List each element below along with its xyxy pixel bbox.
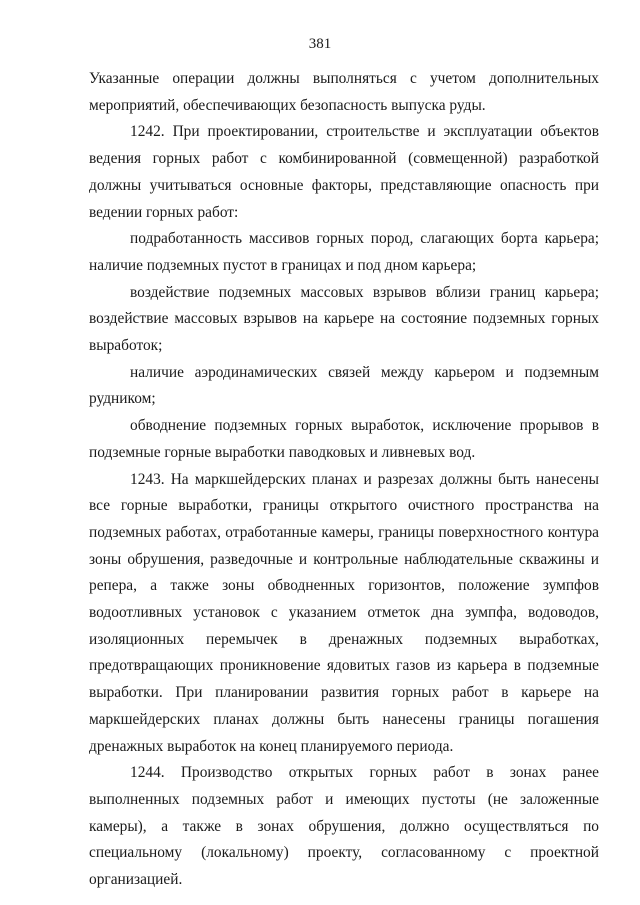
paragraph-intro: Указанные операции должны выполняться с учетом дополнительных мероприятий, обеспечивающих безопасность выпуска руды. bbox=[89, 70, 599, 114]
paragraph-1243: 1243. На маркшейдерских планах и разрезах должны быть нанесены все горные выработки, границы открытого очистного пространства на подземных работах, отработанные камеры, границы поверхностного контура зоны обрушения, разведочные и контрольные наблюдательные скважины и репера, а также зоны обводненных горизонтов, положение зумпфов водоотливных установок с указанием отметок дна зумпфа, водоводов, изоляционных перемычек в дренажных подземных выработках, предотвращающих проникновение ядовитых газов из карьера в подземные выработки. При планировании развития горных работ в карьере на маркшейдерских планах должны быть нанесены границы погашения дренажных выработок на конец планируемого периода. bbox=[89, 470, 599, 755]
paragraph-factor-blasts: воздействие подземных массовых взрывов вблизи границ карьера; воздействие массовых взрывов на карьере на состояние подземных горных выработок; bbox=[89, 283, 599, 355]
paragraph-factor-aerodynamic: наличие аэродинамических связей между карьером и подземным рудником; bbox=[89, 363, 599, 408]
paragraph-factor-flooding: обводнение подземных горных выработок, исключение прорывов в подземные горные выработки паводковых и ливневых вод. bbox=[89, 417, 599, 461]
page-number: 381 bbox=[308, 36, 332, 52]
paragraph-1244: 1244. Производство открытых горных работ в зонах ранее выполненных подземных работ и имеющих пустоты (не заложенные камеры), а также в зонах обрушения, должно осуществляться по специальному (локальному) проекту, согласованному с проектной организацией. bbox=[89, 764, 599, 889]
paragraph-factor-undermining: подработанность массивов горных пород, слагающих борта карьера; наличие подземных пустот в границах и под дном карьера; bbox=[89, 230, 599, 274]
body-text bbox=[89, 66, 599, 894]
paragraph-1242: 1242. При проектировании, строительстве и эксплуатации объектов ведения горных работ с комбинированной (совмещенной) разработкой должны учитываться основные факторы, представляющие опасность при ведении горных работ: bbox=[89, 123, 599, 221]
